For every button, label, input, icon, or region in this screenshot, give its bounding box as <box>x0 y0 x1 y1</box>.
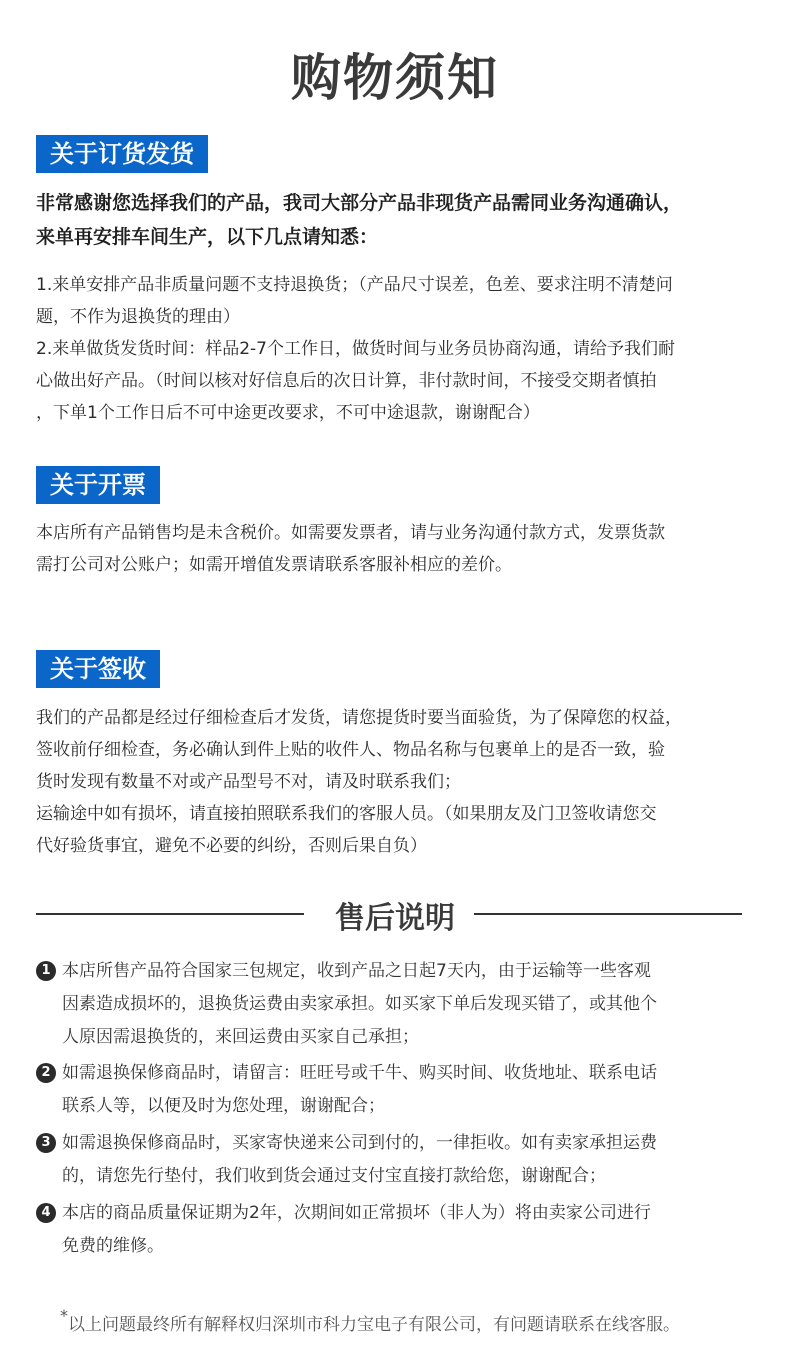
after-sales-title: 售后说明 <box>335 901 455 936</box>
body-line: 货时发现有数量不对或产品型号不对，请及时联系我们； <box>36 772 461 792</box>
body-line: 本店所有产品销售均是未含税价。如需要发票者，请与业务沟通付款方式，发票货款 <box>36 523 665 543</box>
after-sales-item-4 <box>36 1197 736 1263</box>
item-line: 本店所售产品符合国家三包规定，收到产品之日起7天内，由于运输等一些客观 <box>62 961 651 981</box>
body-line: 需打公司对公账户；如需开增值发票请联系客服补相应的差价。 <box>36 555 512 575</box>
footnote <box>60 1306 770 1335</box>
intro-line: 来单再安排车间生产，以下几点请知悉： <box>36 226 379 248</box>
item-line: 如需退换保修商品时，请留言：旺旺号或千牛、购买时间、收货地址、联系电话 <box>62 1063 657 1083</box>
intro-line: 非常感谢您选择我们的产品，我司大部分产品非现货产品需同业务沟通确认， <box>36 192 683 214</box>
receipt-body <box>36 702 766 862</box>
body-line: ，下单1个工作日后不可中途更改要求，不可中途退款，谢谢配合） <box>36 403 540 423</box>
item-line: 因素造成损坏的，退换货运费由卖家承担。如买家下单后发现买错了，或其他个 <box>62 994 657 1014</box>
item-line: 的，请您先行垫付，我们收到货会通过支付宝直接打款给您，谢谢配合； <box>62 1166 606 1186</box>
item-line: 本店的商品质量保证期为2年，次期间如正常损坏（非人为）将由卖家公司进行 <box>62 1203 651 1223</box>
body-line: 我们的产品都是经过仔细检查后才发货，请您提货时要当面验货，为了保障您的权益， <box>36 708 682 728</box>
item-line: 免费的维修。 <box>62 1236 164 1256</box>
body-line: 代好验货事宜，避免不必要的纠纷，否则后果自负） <box>36 836 427 856</box>
after-sales-item-2 <box>36 1057 736 1123</box>
ordering-body <box>36 269 766 429</box>
item-line: 联系人等，以便及时为您处理，谢谢配合； <box>62 1096 385 1116</box>
item-line: 如需退换保修商品时，买家寄快递来公司到付的，一律拒收。如有卖家承担运费 <box>62 1133 657 1153</box>
section-heading-ordering: 关于订货发货 <box>36 135 208 173</box>
page-title: 购物须知 <box>291 49 499 107</box>
number-4-icon: 4 <box>36 1203 56 1223</box>
section-heading-invoice: 关于开票 <box>36 466 160 504</box>
number-2-icon: 2 <box>36 1063 56 1083</box>
after-sales-item-3 <box>36 1127 736 1193</box>
number-1-icon: 1 <box>36 961 56 981</box>
footnote-text: 以上问题最终所有解释权归深圳市科力宝电子有限公司，有问题请联系在线客服。 <box>68 1315 680 1335</box>
asterisk-icon: * <box>60 1306 68 1325</box>
after-sales-item-1 <box>36 955 736 1054</box>
body-line: 心做出好产品。（时间以核对好信息后的次日计算，非付款时间，不接受交期者慎拍 <box>36 371 657 391</box>
body-line: 题，不作为退换货的理由） <box>36 307 240 327</box>
invoice-body <box>36 517 766 581</box>
item-line: 人原因需退换货的，来回运费由买家自己承担； <box>62 1027 419 1047</box>
body-line: 运输途中如有损坏，请直接拍照联系我们的客服人员。（如果朋友及门卫签收请您交 <box>36 804 657 824</box>
body-line: 签收前仔细检查，务必确认到件上贴的收件人、物品名称与包裹单上的是否一致，验 <box>36 740 665 760</box>
body-line: 1.来单安排产品非质量问题不支持退换货；（产品尺寸误差，色差、要求注明不清楚问 <box>36 275 673 295</box>
ordering-intro <box>36 186 766 254</box>
divider-right <box>474 913 742 915</box>
number-3-icon: 3 <box>36 1133 56 1153</box>
section-heading-receipt: 关于签收 <box>36 650 160 688</box>
body-line: 2.来单做货发货时间：样品2-7个工作日，做货时间与业务员协商沟通，请给予我们耐 <box>36 339 675 359</box>
